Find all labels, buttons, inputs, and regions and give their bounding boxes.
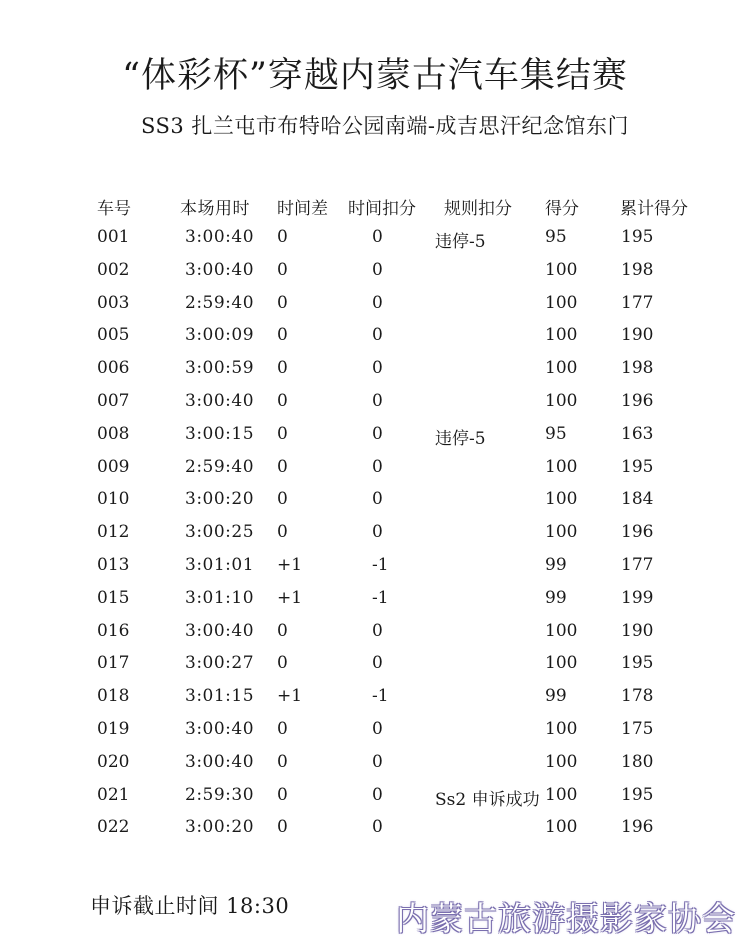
cell-time-diff: 0 [277, 817, 288, 838]
cell-rule-deduction: 违停-5 [435, 232, 486, 252]
cell-total-score: 198 [621, 259, 654, 280]
cell-score: 100 [545, 325, 578, 346]
table-row [0, 518, 750, 551]
cell-stage-time: 3:00:40 [185, 751, 255, 772]
cell-car-no: 012 [97, 522, 130, 543]
cell-time-diff: 0 [277, 292, 288, 313]
cell-car-no: 002 [97, 259, 130, 280]
cell-score: 100 [545, 751, 578, 772]
cell-time-deduction: 0 [372, 358, 383, 379]
cell-time-deduction: -1 [372, 554, 389, 575]
cell-total-score: 184 [621, 489, 654, 510]
cell-car-no: 010 [97, 489, 130, 510]
cell-score: 100 [545, 522, 578, 543]
cell-stage-time: 2:59:30 [185, 784, 255, 805]
cell-time-diff: 0 [277, 489, 288, 510]
table-row [0, 781, 750, 814]
table-row [0, 485, 750, 518]
cell-score: 100 [545, 718, 578, 739]
cell-time-deduction: 0 [372, 522, 383, 543]
table-row [0, 649, 750, 682]
table-row [0, 453, 750, 486]
cell-stage-time: 2:59:40 [185, 456, 255, 477]
header-stage-time: 本场用时 [180, 199, 250, 219]
table-row [0, 551, 750, 584]
cell-time-diff: +1 [277, 686, 303, 707]
cell-time-deduction: 0 [372, 620, 383, 641]
cell-time-deduction: 0 [372, 456, 383, 477]
cell-time-deduction: 0 [372, 751, 383, 772]
cell-time-diff: 0 [277, 227, 288, 247]
table-body [0, 223, 750, 846]
cell-total-score: 180 [621, 751, 654, 772]
cell-score: 100 [545, 390, 578, 411]
cell-total-score: 199 [621, 587, 654, 608]
table-row [0, 387, 750, 420]
cell-stage-time: 3:01:10 [185, 587, 255, 608]
cell-total-score: 195 [621, 456, 654, 477]
cell-total-score: 196 [621, 522, 654, 543]
cell-car-no: 017 [97, 653, 130, 674]
cell-total-score: 196 [621, 817, 654, 838]
cell-time-diff: +1 [277, 587, 303, 608]
table-header-row [0, 190, 750, 223]
cell-time-deduction: 0 [372, 390, 383, 411]
cell-stage-time: 3:00:15 [185, 423, 255, 444]
table-row [0, 256, 750, 289]
table-row [0, 354, 750, 387]
cell-car-no: 013 [97, 554, 130, 575]
cell-stage-time: 3:00:20 [185, 489, 255, 510]
cell-time-diff: 0 [277, 390, 288, 411]
cell-total-score: 163 [621, 423, 654, 444]
cell-score: 99 [545, 686, 567, 707]
cell-car-no: 021 [97, 784, 130, 805]
cell-total-score: 195 [621, 227, 654, 247]
cell-score: 100 [545, 817, 578, 838]
results-table [0, 190, 750, 846]
table-row [0, 321, 750, 354]
cell-total-score: 190 [621, 620, 654, 641]
cell-time-diff: 0 [277, 423, 288, 444]
cell-stage-time: 3:00:40 [185, 620, 255, 641]
cell-time-diff: 0 [277, 522, 288, 543]
header-rule-deduction: 规则扣分 [444, 199, 512, 219]
cell-stage-time: 3:01:15 [185, 686, 255, 707]
cell-total-score: 177 [621, 554, 654, 575]
cell-time-deduction: 0 [372, 718, 383, 739]
cell-stage-time: 3:00:20 [185, 817, 255, 838]
table-row [0, 289, 750, 322]
header-total-score: 累计得分 [620, 199, 688, 219]
cell-total-score: 178 [621, 686, 654, 707]
cell-score: 99 [545, 554, 567, 575]
cell-time-deduction: 0 [372, 817, 383, 838]
cell-time-deduction: -1 [372, 686, 389, 707]
cell-time-deduction: -1 [372, 587, 389, 608]
table-row [0, 748, 750, 781]
cell-rule-deduction: 违停-5 [435, 428, 486, 449]
cell-time-diff: 0 [277, 620, 288, 641]
cell-time-diff: 0 [277, 751, 288, 772]
cell-score: 100 [545, 784, 578, 805]
cell-stage-time: 3:00:40 [185, 227, 255, 247]
table-row [0, 715, 750, 748]
cell-time-diff: 0 [277, 456, 288, 477]
cell-time-deduction: 0 [372, 653, 383, 674]
cell-total-score: 196 [621, 390, 654, 411]
table-row [0, 223, 750, 256]
cell-total-score: 195 [621, 784, 654, 805]
cell-total-score: 175 [621, 718, 654, 739]
cell-score: 100 [545, 292, 578, 313]
cell-stage-time: 3:00:40 [185, 390, 255, 411]
table-row [0, 813, 750, 846]
cell-score: 100 [545, 456, 578, 477]
cell-score: 95 [545, 227, 567, 247]
cell-time-diff: 0 [277, 358, 288, 379]
cell-total-score: 190 [621, 325, 654, 346]
table-row [0, 584, 750, 617]
document-title: “体彩杯”穿越内蒙古汽车集结赛 [122, 56, 628, 96]
cell-total-score: 177 [621, 292, 654, 313]
cell-car-no: 007 [97, 390, 130, 411]
cell-time-deduction: 0 [372, 489, 383, 510]
cell-score: 100 [545, 259, 578, 280]
cell-total-score: 198 [621, 358, 654, 379]
cell-score: 100 [545, 620, 578, 641]
cell-stage-time: 3:00:40 [185, 718, 255, 739]
cell-car-no: 006 [97, 358, 130, 379]
header-car-no: 车号 [97, 199, 131, 219]
header-score: 得分 [545, 199, 579, 219]
cell-stage-time: 3:00:25 [185, 522, 255, 543]
header-time-deduction: 时间扣分 [348, 199, 416, 219]
cell-stage-time: 3:01:01 [185, 554, 255, 575]
cell-time-deduction: 0 [372, 325, 383, 346]
cell-time-diff: +1 [277, 554, 303, 575]
cell-time-diff: 0 [277, 784, 288, 805]
watermark-text: 内蒙古旅游摄影家协会 [396, 899, 736, 938]
cell-score: 99 [545, 587, 567, 608]
cell-score: 95 [545, 423, 567, 444]
cell-time-deduction: 0 [372, 259, 383, 280]
cell-total-score: 195 [621, 653, 654, 674]
cell-time-diff: 0 [277, 325, 288, 346]
cell-stage-time: 3:00:59 [185, 358, 255, 379]
cell-car-no: 018 [97, 686, 130, 707]
cell-car-no: 020 [97, 751, 130, 772]
cell-car-no: 001 [97, 227, 130, 247]
cell-score: 100 [545, 358, 578, 379]
cell-car-no: 005 [97, 325, 130, 346]
cell-time-deduction: 0 [372, 423, 383, 444]
cell-score: 100 [545, 653, 578, 674]
stage-subtitle: SS3 扎兰屯市布特哈公园南端-成吉思汗纪念馆东门 [140, 114, 630, 138]
cell-score: 100 [545, 489, 578, 510]
cell-rule-deduction: Ss2 申诉成功 [435, 789, 540, 810]
cell-car-no: 016 [97, 620, 130, 641]
cell-stage-time: 3:00:09 [185, 325, 255, 346]
cell-time-diff: 0 [277, 718, 288, 739]
cell-car-no: 003 [97, 292, 130, 313]
cell-time-diff: 0 [277, 653, 288, 674]
table-row [0, 420, 750, 453]
header-time-diff: 时间差 [277, 199, 328, 219]
cell-time-diff: 0 [277, 259, 288, 280]
appeal-deadline: 申诉截止时间 18:30 [90, 894, 290, 918]
table-row [0, 682, 750, 715]
table-row [0, 617, 750, 650]
cell-car-no: 022 [97, 817, 130, 838]
cell-time-deduction: 0 [372, 227, 383, 247]
cell-time-deduction: 0 [372, 292, 383, 313]
cell-stage-time: 2:59:40 [185, 292, 255, 313]
cell-stage-time: 3:00:27 [185, 653, 255, 674]
cell-time-deduction: 0 [372, 784, 383, 805]
cell-car-no: 015 [97, 587, 130, 608]
cell-car-no: 008 [97, 423, 130, 444]
cell-car-no: 009 [97, 456, 130, 477]
cell-car-no: 019 [97, 718, 130, 739]
cell-stage-time: 3:00:40 [185, 259, 255, 280]
